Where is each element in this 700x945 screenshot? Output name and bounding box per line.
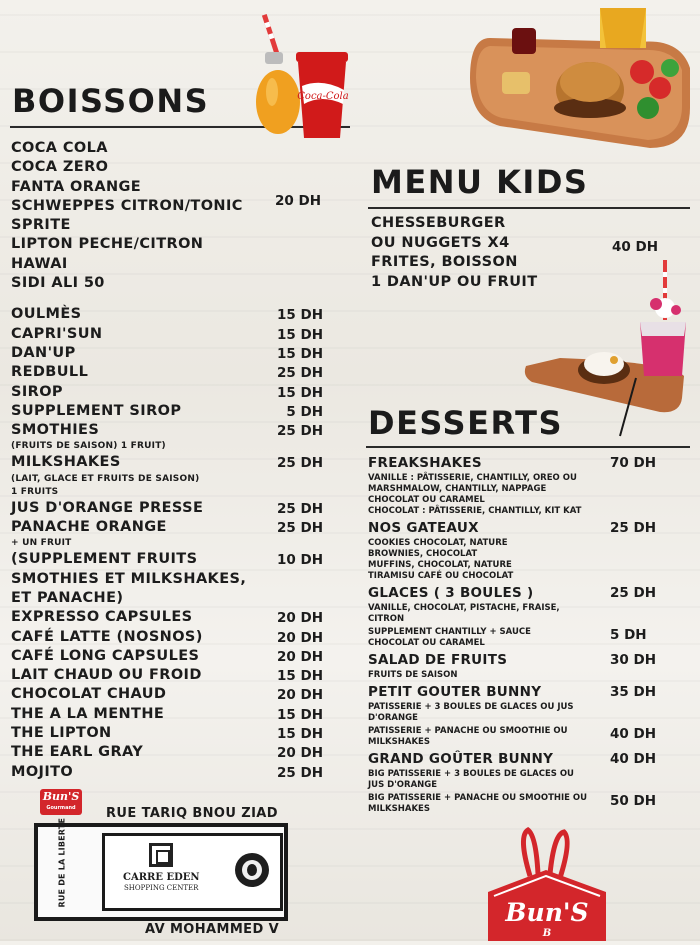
drink-name: SMOTHIES [11,422,100,439]
location-map [34,817,288,921]
boissons-title: BOISSONS [12,82,210,120]
drink-row [11,383,331,402]
drinks-items [11,305,331,782]
dessert-detail: SUPPLEMENT CHANTILLY + SAUCE [368,627,531,637]
drink-name: MILKSHAKES [11,454,121,471]
drink-name: CAFÉ LONG CAPSULES [11,647,200,664]
carre-eden-icon [149,843,173,867]
dessert-detail: BIG PATISSERIE + PANACHE OU SMOOTHIE OU [368,793,588,803]
dessert-name: SALAD DE FRUITS [368,652,508,668]
drink-price: 25 DH [277,455,323,472]
dessert-detail: D'ORANGE [368,713,418,723]
drink-detail: (FRUITS DE SAISON) 1 FRUIT) [11,441,166,452]
kids-line: OU NUGGETS X4 [371,234,510,251]
drink-name: LAIT CHAUD OU FROID [11,667,202,684]
desserts-list [368,454,698,817]
buns-logo-large-text: Bun'S [505,898,589,927]
dessert-detail: MILKSHAKES [368,804,430,814]
drink-price: 20 DH [277,648,323,665]
dessert-detail: PATISSERIE + 3 BOULES DE GLACES OU JUS [368,702,574,712]
drink-row [11,570,331,589]
drink-name: CAPRI'SUN [11,325,103,342]
drink-name: CAFÉ LATTE (NOSNOS) [11,628,203,645]
soft-drinks-price: 20 DH [275,193,321,209]
dessert-detail: JUS D'ORANGE [368,780,438,790]
drink-name: COCA ZERO [11,159,109,176]
drink-row [11,363,331,382]
dessert-row [368,454,698,517]
dessert-detail: PATISSERIE + PANACHE OU SMOOTHIE OU [368,726,568,736]
buns-logo-large-sub: B [542,928,552,939]
drink-price: 15 DH [277,706,323,723]
drink-name: OULMÈS [11,306,82,323]
drink-row [11,305,331,324]
street-side-label: RUE DE LA LIBERTE [57,817,67,908]
drink-row [11,743,331,762]
drink-row [11,344,331,363]
drink-price: 25 DH [277,365,323,382]
drink-price: 10 DH [277,552,323,569]
dessert-row [368,651,698,681]
dessert-detail: COOKIES CHOCOLAT, NATURE [368,538,508,548]
buns-logo-small-sub: Gourmand [46,805,76,811]
drink-price: 15 DH [277,307,323,324]
drink-name: (SUPPLEMENT FRUITS [11,551,198,568]
desserts-title: DESSERTS [368,404,564,442]
dessert-price: 25 DH [610,520,656,536]
dessert-name: GLACES ( 3 BOULES ) [368,585,534,601]
drink-price: 20 DH [277,629,323,646]
drink-price: 15 DH [277,668,323,685]
drink-row [11,499,331,518]
drinks-illustration [252,12,352,140]
drink-price: 5 DH [286,403,323,420]
drink-name: SUPPLEMENT SIROP [11,402,182,419]
dessert-detail: CHOCOLAT OU CARAMEL [368,638,485,648]
drink-row [11,589,331,608]
drink-name: REDBULL [11,364,89,381]
drink-name: SIROP [11,383,63,400]
drink-row [11,685,331,704]
buns-logo-small-text: Bun'S [42,790,80,803]
drink-detail: 1 FRUITS [11,486,59,497]
dessert-row [368,683,698,724]
drink-row [11,518,331,550]
drink-price: 25 DH [277,520,323,537]
drink-name: THE EARL GRAY [11,744,144,761]
burger-plate-illustration [460,8,695,156]
kids-rule [368,207,690,209]
drink-row [11,763,331,782]
dessert-price: 50 DH [610,793,656,809]
drink-row [11,628,331,647]
drink-price: 20 DH [277,610,323,627]
drink-name: THE A LA MENTHE [11,705,165,722]
drink-name: JUS D'ORANGE PRESSE [11,499,204,516]
drink-price: 25 DH [277,500,323,517]
dessert-name: GRAND GOÛTER BUNNY [368,751,554,767]
dessert-price: 30 DH [610,652,656,668]
drink-detail: (LAIT, GLACE ET FRUITS DE SAISON) [11,473,200,484]
drink-name: PANACHE ORANGE [11,519,167,536]
drink-name: HAWAI [11,255,68,272]
kids-line: 1 DAN'UP OU FRUIT [371,273,538,290]
dessert-detail: CHOCOLAT : PÂTISSERIE, CHANTILLY, KIT KAT [368,506,582,516]
dessert-price: 25 DH [610,585,656,601]
drink-price: 20 DH [277,687,323,704]
dessert-price: 70 DH [610,455,656,471]
drink-name: ET PANACHE) [11,589,124,606]
dessert-detail: CHOCOLAT OU CARAMEL [368,495,485,505]
drink-row [11,325,331,344]
drink-row [11,402,331,421]
drink-name: COCA COLA [11,140,108,156]
drink-name: EXPRESSO CAPSULES [11,609,193,626]
drink-name: MOJITO [11,763,74,780]
dessert-detail: BROWNIES, CHOCOLAT [368,549,478,559]
buns-logo-small [40,789,82,815]
dessert-detail: VANILLE : PÂTISSERIE, CHANTILLY, OREO OU [368,473,577,483]
carre-eden-sub: SHOPPING CENTER [124,884,199,892]
drink-row [11,724,331,743]
dessert-detail: MUFFINS, CHOCOLAT, NATURE [368,560,512,570]
buns-logo-large [478,826,614,941]
dessert-detail: TIRAMISU CAFÉ OU CHOCOLAT [368,571,514,581]
drink-name: DAN'UP [11,344,76,361]
kids-price: 40 DH [612,239,658,255]
dessert-price: 40 DH [610,751,656,767]
starbucks-icon [235,853,269,887]
drink-name: SPRITE [11,217,71,234]
drink-price: 15 DH [277,326,323,343]
dessert-name: NOS GATEAUX [368,520,479,536]
dessert-price: 35 DH [610,684,656,700]
drink-row [11,453,331,498]
drink-row [11,647,331,666]
drink-row [11,608,331,627]
kids-line: CHESSEBURGER [371,215,506,231]
dessert-price: 40 DH [610,726,656,742]
drink-price: 25 DH [277,764,323,781]
dessert-detail: MARSHMALOW, CHANTILLY, NAPPAGE [368,484,547,494]
dessert-detail: FRUITS DE SAISON [368,670,458,680]
drink-row [11,666,331,685]
map-building [102,833,283,911]
dessert-name: FREAKSHAKES [368,455,482,471]
drink-price: 15 DH [277,384,323,401]
drink-name: SIDI ALI 50 [11,275,105,292]
dessert-row [368,584,698,625]
dessert-detail: CITRON [368,614,405,624]
dessert-row [368,627,698,649]
drink-name: SMOTHIES ET MILKSHAKES, [11,570,247,587]
street-bottom-label: AV MOHAMMED V [145,922,280,937]
dessert-detail: BIG PATISSERIE + 3 BOULES DE GLACES OU [368,769,574,779]
carre-eden-name: CARRE EDEN [123,872,200,883]
drink-price: 20 DH [277,745,323,762]
dessert-row [368,750,698,791]
drink-name: FANTA ORANGE [11,178,142,195]
dessert-row [368,793,698,815]
dessert-name: PETIT GOUTER BUNNY [368,684,542,700]
desserts-rule [366,446,690,448]
drink-price: 15 DH [277,345,323,362]
drink-name: SCHWEPPES CITRON/TONIC [11,197,243,214]
dessert-row [368,519,698,582]
drink-price: 25 DH [277,423,323,440]
boissons-list [11,139,331,782]
drink-detail: + UN FRUIT [11,538,72,549]
soft-drinks-group [11,139,331,293]
street-top-label: RUE TARIQ BNOU ZIAD [106,806,278,821]
dessert-price: 5 DH [610,627,647,643]
drink-row [11,705,331,724]
drink-row [11,550,331,569]
cola-logo-text: Coca-Cola [297,91,349,102]
dessert-detail: MILKSHAKES [368,737,430,747]
kids-title: MENU KIDS [371,163,589,201]
dessert-detail: VANILLE, CHOCOLAT, PISTACHE, FRAISE, [368,603,560,613]
kids-line: FRITES, BOISSON [371,254,518,270]
dessert-row [368,726,698,748]
drink-row [11,421,331,453]
drink-name: LIPTON PECHE/CITRON [11,236,204,253]
drink-name: THE LIPTON [11,725,112,742]
drink-price: 15 DH [277,726,323,743]
drink-name: CHOCOLAT CHAUD [11,686,167,703]
